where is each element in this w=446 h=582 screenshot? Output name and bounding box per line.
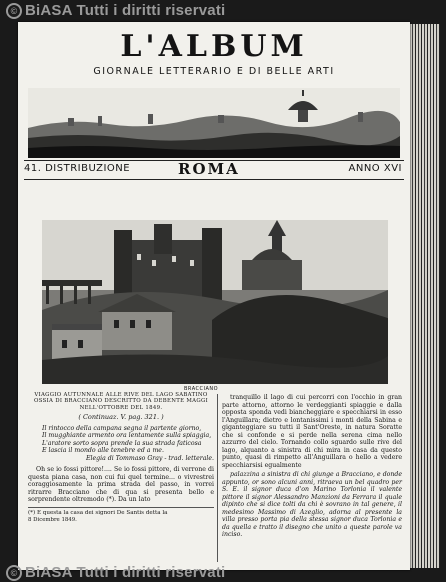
article-paragraph: Oh se io fossi pittore!.... Se io fossi pittore, di verrone di questa piana casa, non cui fui quel termine... o vivrestrei coraggiosamente la prima strada del passo, in vorrei ritrarre Bracciano che di qua si presenta bello e sorprendente oltremodo (*). Da un lato [28, 466, 214, 504]
article-right-column [222, 394, 402, 541]
article-left-column [28, 392, 214, 525]
masthead-title: L'ALBUM [120, 29, 308, 64]
rome-panorama-banner [28, 88, 400, 158]
article-paragraph-note: palazzina a sinistra di chi giunge a Bracciano, e donde appunto, or sono alcuni anni, ritraeva un bel quadro per S. E. il signor duca d'on Marino Torlonia il valente pittore il signor Alessandro Manzioni da Ferrara il quale dipinto che si dice tolti da chi è sovrano in tal genere, il medesimo Massimo di Azeglio, adorna al presente la villa presso porta pia della stessa signor duca Torlonia e da quella e tratto il disegno che unito a queste parole va inciso. [222, 471, 402, 538]
copyright-icon: © [6, 565, 22, 581]
article-paragraph: tranquillo il lago di cui percorri con l'occhio in gran parte attorno, attorno le verdeggianti spiaggie e dalla opposta sponda vedi biancheggiare e specchiarsi in esso l'Anguillara; dietro e lontanissimi i monti della Sabina e giganteggiare su tutti il Sant'Oreste, in natura Soratte che si confonde e si perde nella serena cima nello azzurro del cielo. Tornando collo sguardo sulle rive del lago, alquanto a sinistra di chi mira in casa da questo punto, quasi di rimpetto all'Anguillara o hello a vedere specchiarsisi egualmente [222, 394, 402, 469]
city-name: ROMA [178, 160, 240, 178]
verse-line: Il mugghiante armento ora lentamente sulla spiaggia, [42, 432, 212, 440]
illustration-caption: BRACCIANO [184, 386, 219, 392]
masthead-subtitle: GIORNALE LETTERARIO E DI BELLE ARTI [93, 66, 335, 77]
watermark-text: BiASA Tutti i diritti riservati [25, 2, 226, 19]
bracciano-engraving [42, 220, 388, 384]
verse-line: L'aratore sorto sopra prende la sua strada faticosa [42, 439, 202, 447]
watermark-text: BiASA Tutti i diritti riservati [25, 564, 226, 581]
continuation-note: ( Continuaz. V. pag. 321. ) [78, 413, 164, 422]
issue-date: 8 Dicembre 1849. [28, 517, 77, 524]
copyright-icon: © [6, 3, 22, 19]
newspaper-page [18, 22, 410, 570]
distribution-number: 41. DISTRIBUZIONE [24, 163, 131, 174]
year-label: ANNO XVI [348, 163, 402, 174]
verse-line: E lascia il mondo alle tenebre ed a me. [42, 447, 164, 455]
watermark-top [6, 2, 225, 19]
watermark-bottom [6, 564, 225, 581]
article-heading: VIAGGIO AUTUNNALE ALLE RIVE DEL LAGO SABATINO OSSIA DI BRACCIANO DESCRITTO DA DEBENTE MAGGI NELL'OTTOBRE DEL 1849. [33, 392, 209, 411]
bottom-rule [24, 179, 404, 180]
column-divider [217, 394, 218, 562]
book-spine [410, 24, 440, 568]
issue-row [18, 162, 410, 178]
footnote: (*) E questa la casa dei signori De Santis detta la [28, 507, 214, 518]
verse-attribution: Elegia di Tommaso Gray - trad. letterale. [86, 454, 214, 462]
verse-line: Il rintocco della campana segna il partente giorno, [42, 424, 202, 432]
